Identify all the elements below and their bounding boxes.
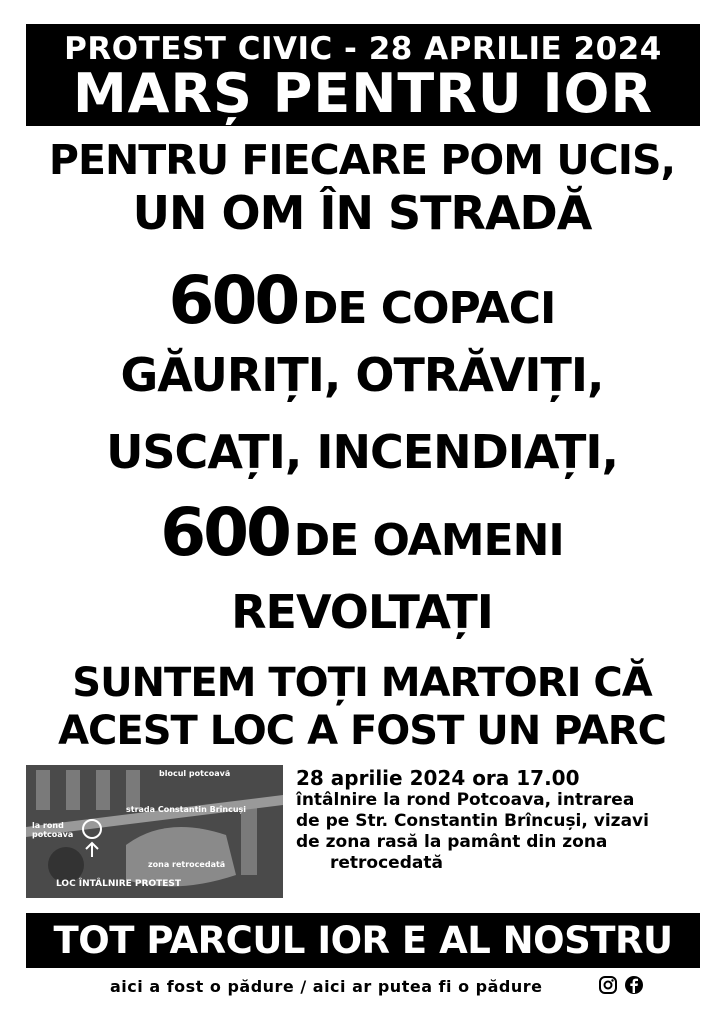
- map-label-rond: la rond potcoava: [32, 821, 74, 839]
- map-label-zone: zona retrocedată: [148, 860, 226, 869]
- event-date: 28 aprilie 2024 ora 17.00: [296, 766, 580, 790]
- social-icons: [598, 975, 644, 995]
- event-detail-3: de zona rasă la pamânt din zona: [296, 832, 608, 852]
- witness-line-1: SUNTEM TOȚI MARTORI CĂ: [72, 660, 652, 706]
- event-details: [296, 766, 706, 874]
- footer-text: aici a fost o pădure / aici ar putea fi o pădure: [110, 977, 543, 996]
- map-label-street: strada Constantin Brîncuși: [126, 805, 247, 814]
- people-line: [0, 494, 724, 571]
- header-banner: [26, 24, 700, 126]
- people-text: DE OAMENI: [293, 515, 564, 566]
- event-detail-1: întâlnire la rond Potcoava, intrarea: [296, 790, 635, 810]
- header-title: MARȘ PENTRU IOR: [72, 62, 654, 125]
- facebook-icon[interactable]: [624, 975, 644, 995]
- map-label-block: blocul potcoavă: [159, 769, 231, 778]
- trees-line-3: USCAȚI, INCENDIAȚI,: [106, 425, 618, 479]
- slogan-line-1: PENTRU FIECARE POM UCIS,: [48, 136, 676, 184]
- trees-text: DE COPACI: [301, 283, 556, 334]
- slogan-line-2: UN OM ÎN STRADĂ: [132, 186, 592, 240]
- event-detail-2: de pe Str. Constantin Brîncuși, vizavi: [296, 811, 649, 831]
- map-label-meeting: LOC ÎNTÂLNIRE PROTEST: [56, 879, 182, 889]
- location-map: [26, 765, 283, 898]
- trees-count: 600: [168, 262, 298, 339]
- header-date: PROTEST CIVIC - 28 APRILIE 2024: [64, 31, 662, 67]
- trees-line: [0, 262, 724, 339]
- event-detail-4: retrocedată: [330, 853, 443, 873]
- instagram-icon[interactable]: [598, 975, 618, 995]
- people-line-2: REVOLTAȚI: [231, 585, 493, 639]
- witness-line-2: ACEST LOC A FOST UN PARC: [58, 708, 666, 754]
- trees-line-2: GĂURIȚI, OTRĂVIȚI,: [120, 348, 604, 402]
- footer-banner: TOT PARCUL IOR E AL NOSTRU: [26, 913, 700, 968]
- people-count: 600: [160, 494, 289, 571]
